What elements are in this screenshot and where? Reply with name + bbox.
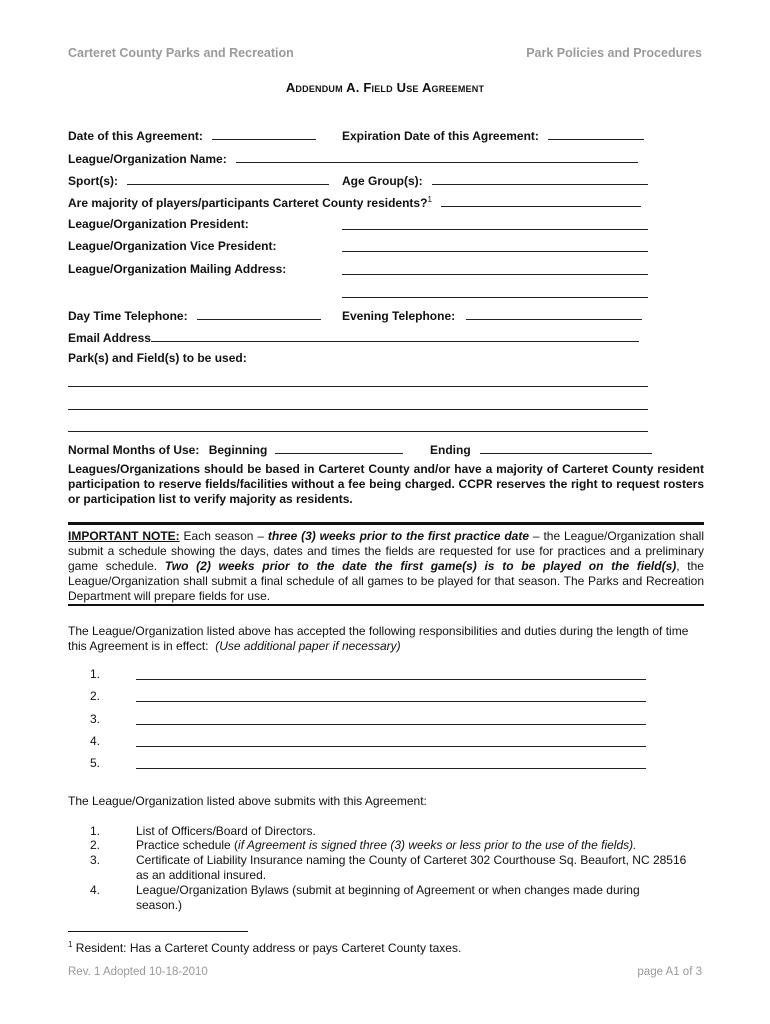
day-phone-row — [68, 307, 321, 323]
responsibility-field-3[interactable] — [136, 712, 646, 725]
important-text-3: , the League/Organization shall submit a final schedule of all games to be played for that season. The Parks and Recreation Department will prepare fields for use. — [68, 559, 704, 603]
footnote-text: Resident: Has a Carteret County address or pays Carteret County taxes. — [72, 941, 462, 955]
ending-label: Ending — [430, 443, 471, 457]
responsibility-field-1[interactable] — [136, 667, 646, 680]
revision-note: Rev. 1 Adopted 10-18-2010 — [68, 966, 208, 978]
mailing-address-field-2[interactable] — [342, 285, 648, 298]
majority-label: Are majority of players/participants Carteret County residents? — [68, 196, 428, 210]
important-text-1: Each season – — [179, 529, 268, 543]
submits-number: 3. — [90, 853, 101, 867]
expiration-label: Expiration Date of this Agreement: — [342, 129, 539, 143]
footnote-ref: 1 — [427, 195, 432, 204]
date-row — [68, 127, 316, 143]
ending-row — [430, 441, 652, 457]
top-rule — [68, 522, 704, 525]
age-group-label: Age Group(s): — [342, 174, 423, 188]
date-field[interactable] — [212, 127, 316, 140]
submits-number: 2. — [90, 838, 101, 852]
responsibility-field-5[interactable] — [136, 756, 646, 769]
expiration-field[interactable] — [548, 127, 644, 140]
vice-president-field[interactable] — [342, 239, 648, 252]
expiration-row — [342, 127, 644, 143]
evening-phone-row — [342, 307, 642, 323]
parks-field-3[interactable] — [68, 419, 648, 432]
sports-field[interactable] — [127, 172, 329, 185]
residency-note: Leagues/Organizations should be based in Carteret County and/or have a majority of Carteret County resident participation to reserve fields/facilities without a fee being charged. CCPR reserves the right to request rosters or participation list to verify majority as residents. — [68, 462, 704, 506]
majority-row — [68, 194, 641, 210]
responsibility-number: 2. — [90, 689, 101, 703]
important-emph-1: three (3) weeks prior to the first practice date — [267, 529, 530, 543]
submits-intro: The League/Organization listed above submits with this Agreement: — [68, 794, 427, 808]
vice-president-label: League/Organization Vice President: — [68, 239, 277, 253]
responsibility-number: 5. — [90, 756, 101, 770]
org-name-field[interactable] — [236, 150, 638, 163]
important-emph-2: Two (2) weeks prior to the date the first game(s) is to be played on the field(s) — [164, 559, 677, 573]
submits-item: Certificate of Liability Insurance naming the County of Carteret 302 Courthouse Sq. Beaufort, NC 28516 as an additional insured. — [136, 853, 687, 882]
evening-phone-field[interactable] — [466, 307, 642, 320]
day-phone-field[interactable] — [197, 307, 321, 320]
mailing-address-label: League/Organization Mailing Address: — [68, 262, 287, 276]
page-number: page A1 of 3 — [637, 966, 702, 978]
page-title: Addendum A. Field Use Agreement — [285, 80, 485, 95]
responsibility-number: 3. — [90, 712, 101, 726]
beginning-label: Beginning — [208, 443, 268, 457]
email-label: Email Address — [68, 331, 151, 345]
submits-item: List of Officers/Board of Directors. — [136, 824, 316, 838]
submits-item — [136, 838, 636, 852]
submits-number: 1. — [90, 824, 101, 838]
responsibility-field-4[interactable] — [136, 734, 646, 747]
running-header-left: Carteret County Parks and Recreation — [68, 46, 294, 60]
bottom-rule — [68, 604, 704, 606]
ending-field[interactable] — [480, 441, 652, 454]
date-label: Date of this Agreement: — [68, 129, 203, 143]
footnote-mark: 1 — [68, 940, 73, 949]
submits-number: 4. — [90, 883, 101, 897]
responsibility-number: 4. — [90, 734, 101, 748]
responsibility-field-2[interactable] — [136, 689, 646, 702]
months-label: Normal Months of Use: — [68, 443, 200, 457]
running-header-right: Park Policies and Procedures — [526, 46, 702, 60]
parks-label: Park(s) and Field(s) to be used: — [68, 351, 247, 365]
majority-field[interactable] — [441, 194, 641, 207]
evening-phone-label: Evening Telephone: — [342, 309, 456, 323]
footnote-rule — [68, 931, 248, 932]
president-label: League/Organization President: — [68, 217, 249, 231]
responsibilities-intro-text: The League/Organization listed above has accepted the following responsibilities and duties during the length of time this Agreement is in effect: — [68, 624, 689, 653]
org-name-label: League/Organization Name: — [68, 152, 227, 166]
submits-item: League/Organization Bylaws (submit at beginning of Agreement or when changes made during season.) — [136, 883, 640, 912]
important-label: IMPORTANT NOTE: — [68, 529, 180, 543]
beginning-field[interactable] — [275, 441, 403, 454]
responsibilities-intro — [68, 624, 704, 654]
mailing-address-field-1[interactable] — [342, 262, 648, 275]
submits-item-italic: if Agreement is signed three (3) weeks or less prior to the use of the fields). — [238, 838, 637, 852]
important-note — [68, 529, 704, 604]
responsibility-number: 1. — [90, 667, 101, 681]
important-text-2: – the League/Organization shall submit a schedule showing the days, dates and times the fields are requested for use for practices and a preliminary game schedule. — [68, 529, 704, 573]
parks-field-1[interactable] — [68, 374, 648, 387]
submits-item-text: Practice schedule ( — [136, 838, 239, 852]
email-field[interactable] — [151, 329, 639, 342]
age-group-field[interactable] — [432, 172, 648, 185]
sports-label: Sport(s): — [68, 174, 118, 188]
parks-field-2[interactable] — [68, 397, 648, 410]
responsibilities-italic: (Use additional paper if necessary) — [215, 639, 401, 653]
email-row — [68, 329, 639, 345]
org-name-row — [68, 150, 638, 166]
sports-row — [68, 172, 329, 188]
age-group-row — [342, 172, 648, 188]
president-field[interactable] — [342, 217, 648, 230]
day-phone-label: Day Time Telephone: — [68, 309, 188, 323]
footnote — [68, 940, 461, 955]
months-row — [68, 441, 403, 457]
